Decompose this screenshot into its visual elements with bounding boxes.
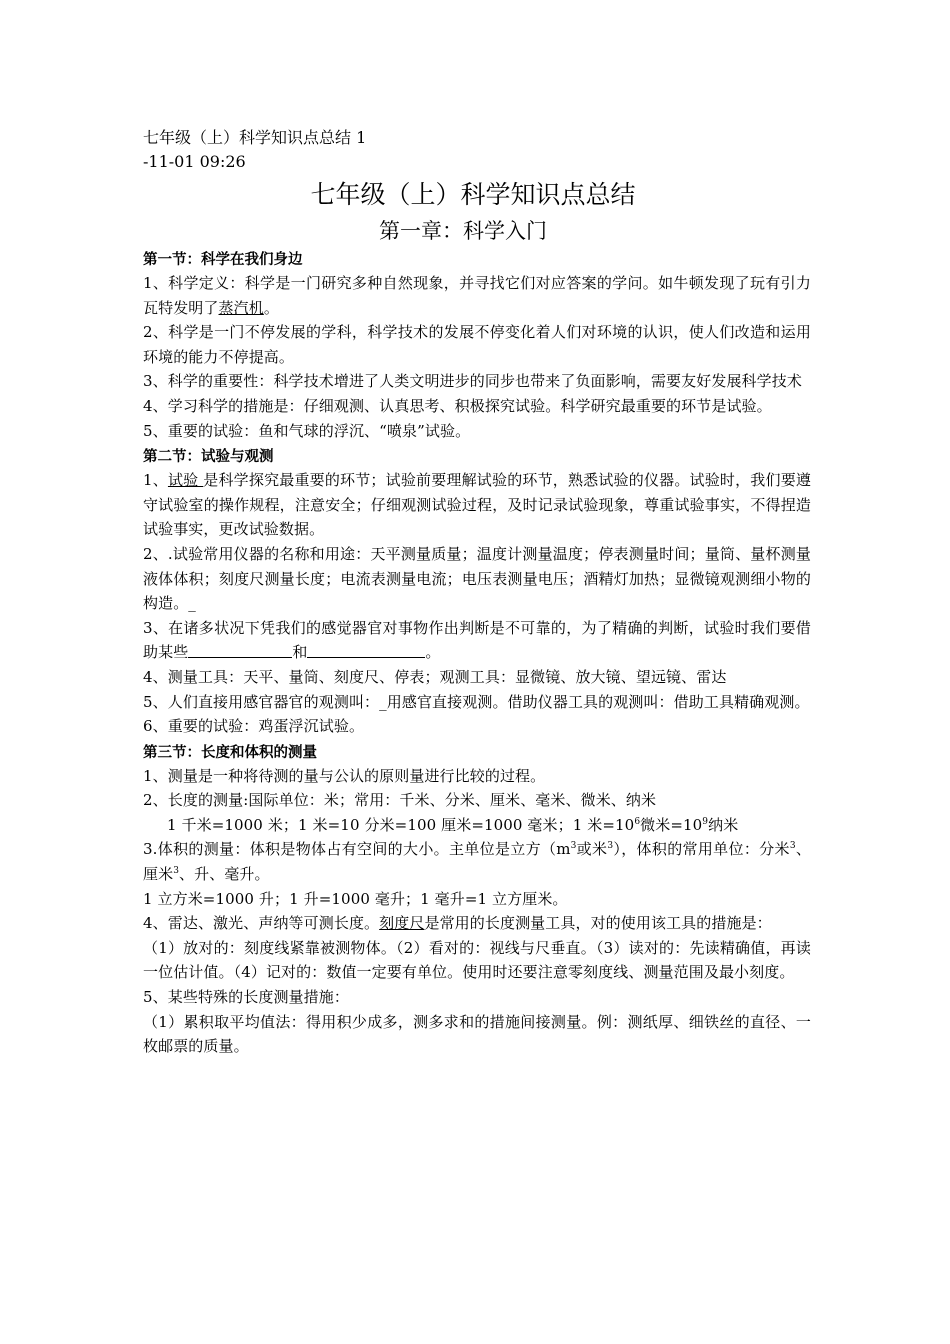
paragraph: 5、重要的试验：鱼和气球的浮沉、“喷泉”试验。 xyxy=(143,421,471,440)
text: 3.体积的测量：体积是物体占有空间的大小。主单位是立方（m xyxy=(143,840,571,859)
text: 或米 xyxy=(576,840,608,859)
doc-name: 七年级（上）科学知识点总结 1 xyxy=(143,128,367,147)
text: 1 千米=1000 米；1 米=10 分米=100 厘米=1000 毫米；1 米=10 xyxy=(167,815,635,834)
paragraph xyxy=(143,616,811,665)
section-heading-3: 第三节：长度和体积的测量 xyxy=(143,744,317,761)
paragraph: （1）累积取平均值法：得用积少成多，测多求和的措施间接测量。例：测纸厚、细铁丝的直径、一枚邮票的质量。 xyxy=(143,1012,811,1056)
paragraph xyxy=(143,813,811,838)
paragraph xyxy=(143,468,811,542)
text: 纳米 xyxy=(708,815,739,834)
superscript: 6 xyxy=(634,816,641,827)
doc-date: -11-01 09:26 xyxy=(143,152,246,171)
paragraph: 5、某些特殊的长度测量措施： xyxy=(143,988,349,1007)
fill-in-blank xyxy=(307,641,425,658)
paragraph: 2、.试验常用仪器的名称和用途：天平测量质量；温度计测量温度；停表测量时间；量筒、量杯测量液体体积；刻度尺测量长度；电流表测量电流；电压表测量电压；酒精灯加热；显微镜观测细小物的构造。_ xyxy=(143,544,811,613)
paragraph: 4、学习科学的措施是：仔细观测、认真思考、积极探究试验。科学研究最重要的环节是试验。 xyxy=(143,396,772,415)
text: 微米=10 xyxy=(640,815,703,834)
paragraph: 3、科学的重要性：科学技术增进了人类文明进步的同步也带来了负面影响，需要友好发展科学技术 xyxy=(143,372,802,391)
text: 是常用的长度测量工具，对的使用该工具的措施是： xyxy=(424,914,772,933)
superscript: 3 xyxy=(570,841,577,852)
paragraph: 4、测量工具：天平、量筒、刻度尺、停表；观测工具：显微镜、放大镜、望远镜、雷达 xyxy=(143,667,727,686)
underlined-term: 蒸汽机 xyxy=(218,298,264,317)
document-page xyxy=(143,126,811,1059)
superscript: 3 xyxy=(789,841,796,852)
fill-in-blank xyxy=(188,641,292,658)
paragraph: 2、科学是一门不停发展的学科，科学技术的发展不停变化着人们对环境的认识，使人们改造和运用环境的能力不停提高。 xyxy=(143,323,811,366)
paragraph xyxy=(143,911,811,936)
paragraph xyxy=(143,271,811,320)
paragraph: 6、重要的试验：鸡蛋浮沉试验。 xyxy=(143,717,365,736)
text: 4、雷达、激光、声纳等可测长度。 xyxy=(143,914,380,933)
superscript: 9 xyxy=(702,816,709,827)
paragraph xyxy=(143,837,811,886)
text: ），体积的常用单位：分米 xyxy=(613,840,790,859)
text: 、厘米 xyxy=(143,840,811,884)
paragraph: 1 立方米=1000 升；1 升=1000 毫升；1 毫升=1 立方厘米。 xyxy=(143,889,568,908)
section-heading-1: 第一节：科学在我们身边 xyxy=(143,252,303,268)
paragraph: （1）放对的：刻度线紧靠被测物体。（2）看对的：视线与尺垂直。（3）读对的：先读精确值，再读一位估计值。（4）记对的：数值一定要有单位。使用时还要注意零刻度线、测量范围及最小刻度。 xyxy=(143,938,811,982)
text: 。 xyxy=(263,298,279,317)
underlined-term: 试验 xyxy=(167,471,204,490)
paragraph: 5、人们直接用感官器官的观测叫：_用感官直接观测。借助仪器工具的观测叫：借助工具精确观测。 xyxy=(143,692,810,711)
section-heading-2: 第二节：试验与观测 xyxy=(143,449,274,466)
text: 1、 xyxy=(143,471,168,490)
document-title: 七年级（上）科学知识点总结 xyxy=(310,180,636,209)
text: 、升、毫升。 xyxy=(179,865,270,884)
superscript: 3 xyxy=(173,866,180,877)
paragraph: 2、长度的测量:国际单位：米；常用：千米、分米、厘米、毫米、微米、纳米 xyxy=(143,791,657,810)
text: 。 xyxy=(425,643,441,662)
underlined-term: 刻度尺 xyxy=(379,914,425,933)
superscript: 3 xyxy=(607,841,614,852)
paragraph: 1、测量是一种将待测的量与公认的原则量进行比较的过程。 xyxy=(143,766,546,785)
text: 3、在诸多状况下凭我们的感觉器官对事物作出判断是不可靠的，为了精确的判断，试验时我们要借助某些 xyxy=(143,618,811,662)
chapter-title: 第一章：科学入门 xyxy=(379,219,547,243)
text: 1、科学定义：科学是一门研究多种自然现象，并寻找它们对应答案的学问。如牛顿发现了玩有引力瓦特发明了 xyxy=(143,274,811,317)
text: 和 xyxy=(292,643,308,662)
text: 是科学探究最重要的环节；试验前要理解试验的环节，熟悉试验的仪器。试验时，我们要遵守试验室的操作规程，注意安全；仔细观测试验过程，及时记录试验现象，尊重试验事实，不得捏造试验事实，更改试验数据。 xyxy=(143,471,811,539)
